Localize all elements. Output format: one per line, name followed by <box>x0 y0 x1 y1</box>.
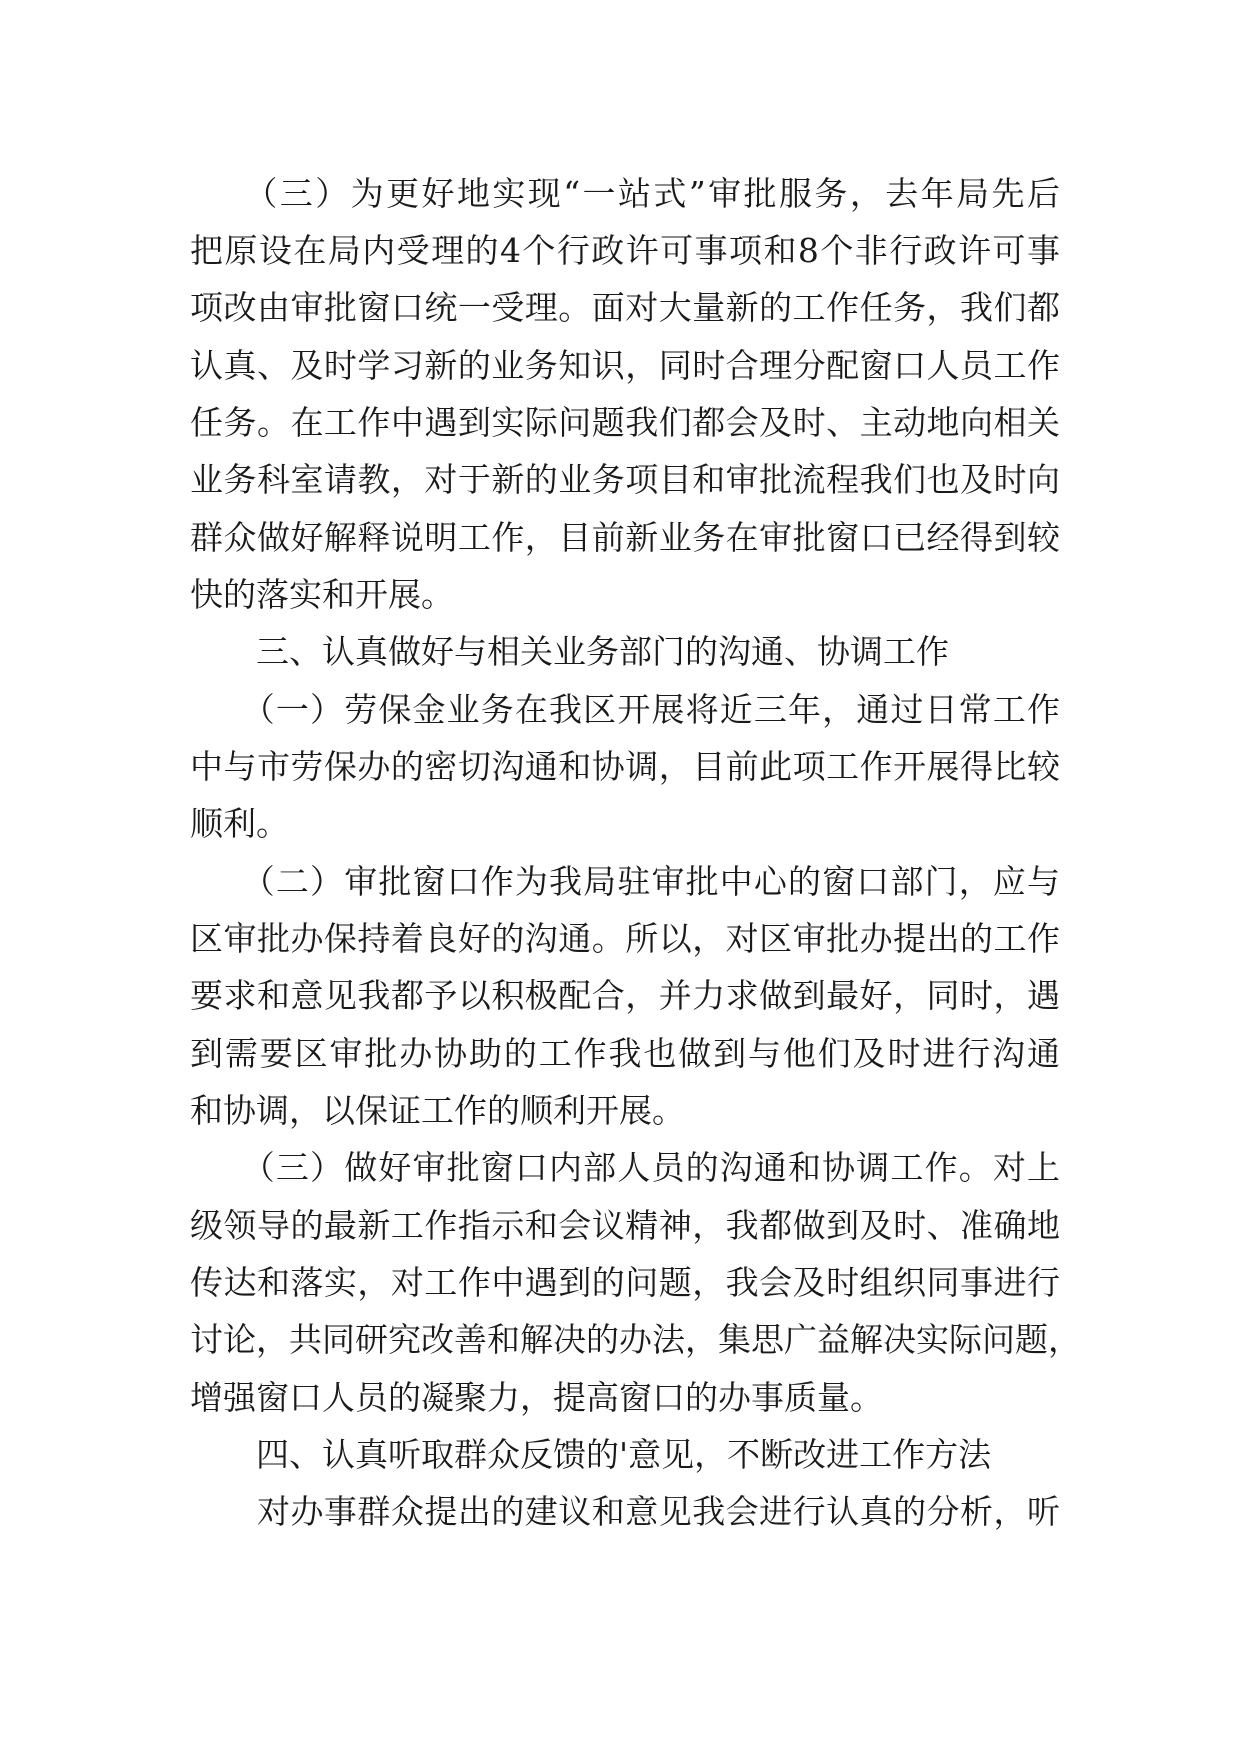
text-line: 要求和意见我都予以积极配合，并力求做到最好，同时，遇 <box>190 976 1060 1015</box>
text-line: 任务。在工作中遇到实际问题我们都会及时、主动地向相关 <box>190 403 1060 442</box>
text-line: 到需要区审批办协助的工作我也做到与他们及时进行沟通 <box>190 1034 1060 1073</box>
text-line: 业务科室请教，对于新的业务项目和审批流程我们也及时向 <box>190 460 1060 499</box>
section-heading: 四、认真听取群众反馈的'意见，不断改进工作方法 <box>190 1435 992 1474</box>
text-line: 顺利。 <box>190 804 289 843</box>
text-line: （三）做好审批窗口内部人员的沟通和协调工作。对上 <box>190 1148 1060 1187</box>
section-heading: 三、认真做好与相关业务部门的沟通、协调工作 <box>190 632 949 671</box>
text-line: 快的落实和开展。 <box>190 575 454 614</box>
text-line: 项改由审批窗口统一受理。面对大量新的工作任务，我们都 <box>190 288 1060 327</box>
text-line: 和协调，以保证工作的顺利开展。 <box>190 1091 685 1130</box>
text-line: 增强窗口人员的凝聚力，提高窗口的办事质量。 <box>190 1378 883 1417</box>
text-line: 把原设在局内受理的4个行政许可事项和8个非行政许可事 <box>190 231 1060 270</box>
text-line: 中与市劳保办的密切沟通和协调，目前此项工作开展得比较 <box>190 747 1060 786</box>
text-line: （三）为更好地实现“一站式”审批服务，去年局先后 <box>190 174 1060 213</box>
text-line: （一）劳保金业务在我区开展将近三年，通过日常工作 <box>190 690 1060 729</box>
text-line: 传达和落实，对工作中遇到的问题，我会及时组织同事进行 <box>190 1263 1060 1302</box>
text-line: 讨论，共同研究改善和解决的办法，集思广益解决实际问题， <box>190 1320 1081 1359</box>
text-line: 区审批办保持着良好的沟通。所以，对区审批办提出的工作 <box>190 919 1060 958</box>
text-line: 认真、及时学习新的业务知识，同时合理分配窗口人员工作 <box>190 346 1060 385</box>
text-line: 级领导的最新工作指示和会议精神，我都做到及时、准确地 <box>190 1206 1060 1245</box>
text-line: 对办事群众提出的建议和意见我会进行认真的分析，听 <box>190 1492 1060 1531</box>
text-line: 群众做好解释说明工作，目前新业务在审批窗口已经得到较 <box>190 518 1060 557</box>
text-line: （二）审批窗口作为我局驻审批中心的窗口部门，应与 <box>190 862 1060 901</box>
